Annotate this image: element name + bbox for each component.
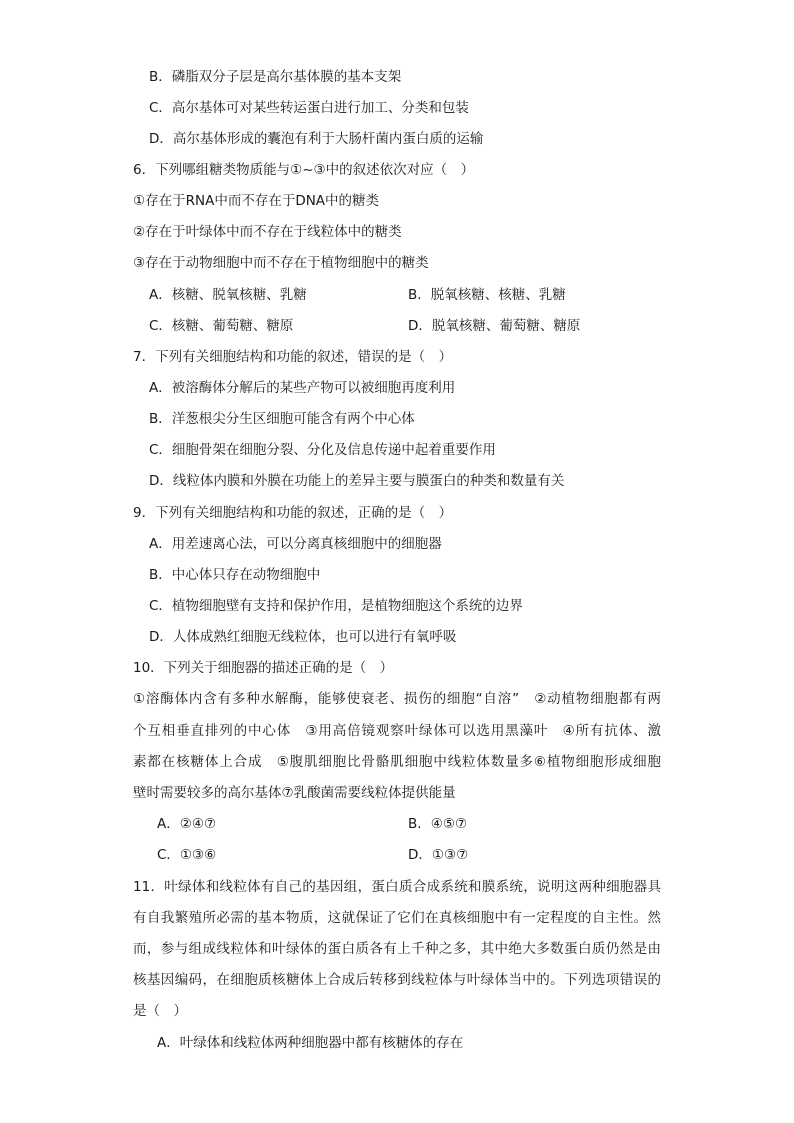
q9-option-d[interactable]: D．人体成熟红细胞无线粒体，也可以进行有氧呼吸 <box>149 629 457 645</box>
q5-option-d[interactable]: D．高尔基体形成的囊泡有利于大肠杆菌内蛋白质的运输 <box>149 131 484 147</box>
q7-option-c[interactable]: C．细胞骨架在细胞分裂、分化及信息传递中起着重要作用 <box>149 442 496 458</box>
q5-option-b[interactable]: B．磷脂双分子层是高尔基体膜的基本支架 <box>149 69 402 85</box>
q9-option-b[interactable]: B．中心体只存在动物细胞中 <box>149 567 321 583</box>
q9-option-a[interactable]: A．用差速离心法，可以分离真核细胞中的细胞器 <box>149 536 442 552</box>
q10-option-a[interactable]: A．②④⑦ <box>157 816 217 832</box>
q11-stem-line-3: 而，参与组成线粒体和叶绿体的蛋白质各有上千种之多，其中绝大多数蛋白质仍然是由 <box>133 941 661 957</box>
q10-statements-line-2: 个互相垂直排列的中心体 ③用高倍镜观察叶绿体可以选用黑藻叶 ④所有抗体、激 <box>133 723 661 739</box>
q10-stem: 10．下列关于细胞器的描述正确的是（ ） <box>133 660 394 676</box>
q11-stem-line-1: 11．叶绿体和线粒体有自己的基因组，蛋白质合成系统和膜系统，说明这两种细胞器具 <box>133 879 661 895</box>
q6-stem: 6．下列哪组糖类物质能与①~③中的叙述依次对应（ ） <box>133 162 475 178</box>
q6-option-a[interactable]: A．核糖、脱氧核糖、乳糖 <box>149 287 307 303</box>
q6-statement-2: ②存在于叶绿体中而不存在于线粒体中的糖类 <box>133 224 402 240</box>
q6-statement-1: ①存在于RNA中而不存在于DNA中的糖类 <box>133 193 380 209</box>
q11-stem-line-4: 核基因编码，在细胞质核糖体上合成后转移到线粒体与叶绿体当中的。下列选项错误的 <box>133 972 661 988</box>
q11-stem-line-5: 是（ ） <box>133 1003 187 1019</box>
q10-statements-line-4: 壁时需要较多的高尔基体⑦乳酸菌需要线粒体提供能量 <box>133 785 456 801</box>
q6-statement-3: ③存在于动物细胞中而不存在于植物细胞中的糖类 <box>133 255 429 271</box>
q7-option-a[interactable]: A．被溶酶体分解后的某些产物可以被细胞再度利用 <box>149 380 456 396</box>
q10-option-d[interactable]: D．①③⑦ <box>408 847 469 863</box>
q7-stem: 7．下列有关细胞结构和功能的叙述，错误的是（ ） <box>133 349 453 365</box>
q11-option-a[interactable]: A．叶绿体和线粒体两种细胞器中都有核糖体的存在 <box>157 1035 464 1051</box>
q7-option-d[interactable]: D．线粒体内膜和外膜在功能上的差异主要与膜蛋白的种类和数量有关 <box>149 473 565 489</box>
q6-option-d[interactable]: D．脱氧核糖、葡萄糖、糖原 <box>408 318 581 334</box>
q11-stem-line-2: 有自我繁殖所必需的基本物质，这就保证了它们在真核细胞中有一定程度的自主性。然 <box>133 910 661 926</box>
q7-option-b[interactable]: B．洋葱根尖分生区细胞可能含有两个中心体 <box>149 411 415 427</box>
q10-statements-line-1: ①溶酶体内含有多种水解酶，能够使衰老、损伤的细胞“自溶” ②动植物细胞都有两 <box>133 691 661 707</box>
q6-option-c[interactable]: C．核糖、葡萄糖、糖原 <box>149 318 294 334</box>
q10-option-c[interactable]: C．①③⑥ <box>157 847 217 863</box>
q5-option-c[interactable]: C．高尔基体可对某些转运蛋白进行加工、分类和包装 <box>149 100 469 116</box>
q9-option-c[interactable]: C．植物细胞壁有支持和保护作用，是植物细胞这个系统的边界 <box>149 598 523 614</box>
q9-stem: 9．下列有关细胞结构和功能的叙述，正确的是（ ） <box>133 505 453 521</box>
q6-option-b[interactable]: B．脱氧核糖、核糖、乳糖 <box>408 287 566 303</box>
q10-option-b[interactable]: B．④⑤⑦ <box>408 816 468 832</box>
q10-statements-line-3: 素都在核糖体上合成 ⑤腹肌细胞比骨骼肌细胞中线粒体数量多⑥植物细胞形成细胞 <box>133 754 661 770</box>
